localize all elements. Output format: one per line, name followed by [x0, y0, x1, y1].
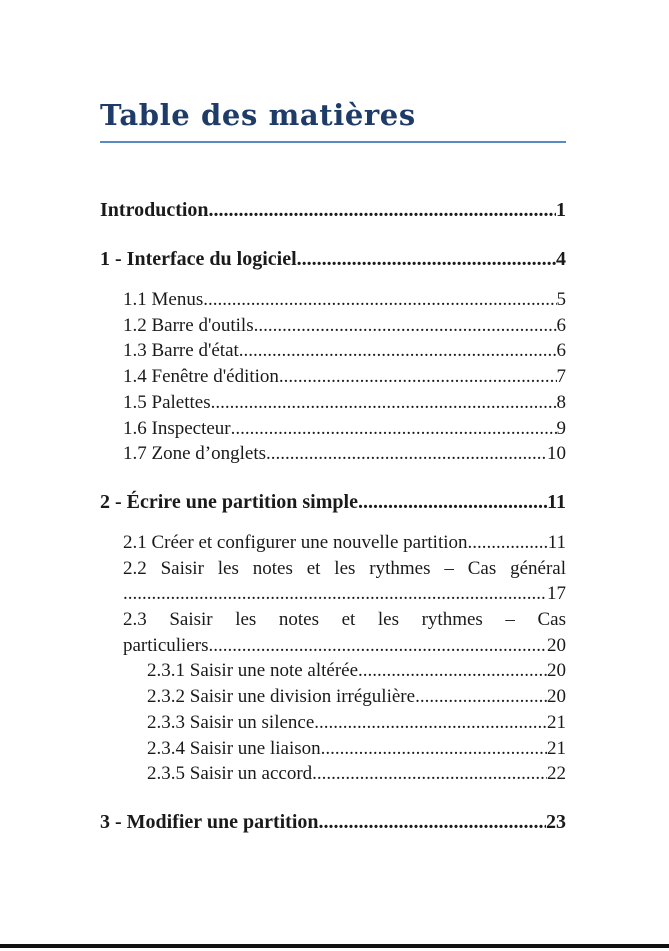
toc-entry[interactable] [123, 416, 566, 442]
toc-entry-label: 2.3.4 Saisir une liaison [147, 737, 321, 759]
toc-entry[interactable] [100, 809, 566, 836]
toc-entry[interactable] [147, 684, 566, 710]
dot-leader [312, 761, 547, 787]
toc-entry-label: 2.2 Saisir les notes et les rythmes – Cas général [123, 557, 566, 579]
dot-leader [209, 197, 556, 224]
toc-entry-label: 3 - Modifier une partition [100, 810, 319, 833]
dot-leader [321, 736, 547, 762]
toc-page-number: 6 [556, 340, 566, 362]
toc-page-number: 9 [556, 417, 566, 439]
dot-leader [314, 710, 547, 736]
toc-entry-label: 2.3.2 Saisir une division irrégulière [147, 686, 416, 708]
toc-entry-label: 1.6 Inspecteur [123, 417, 231, 439]
toc-page-number: 20 [547, 660, 566, 682]
toc-page-number: 6 [556, 314, 566, 336]
dot-leader [254, 313, 557, 339]
toc-entry[interactable] [123, 364, 566, 390]
toc-page-number: 7 [556, 366, 566, 388]
toc-entry[interactable] [147, 736, 566, 762]
toc-entry-label: 2.3.5 Saisir un accord [147, 763, 313, 785]
toc-entry[interactable] [123, 441, 566, 467]
toc-entry-label-continuation: particuliers [123, 634, 209, 656]
dot-leader [211, 390, 557, 416]
toc-page-number: 5 [556, 289, 566, 310]
toc-page-number: 23 [546, 810, 566, 833]
toc-entry-label: 1.2 Barre d'outils [123, 314, 254, 336]
toc-entry[interactable] [123, 313, 566, 339]
toc-entry-label: 2 - Écrire une partition simple [100, 490, 358, 513]
toc-entry-label: 1.5 Palettes [123, 391, 211, 413]
dot-leader [266, 441, 547, 467]
dot-leader [279, 364, 557, 390]
toc-entry-label: 1.3 Barre d'état [123, 340, 239, 362]
dot-leader [239, 338, 557, 364]
toc-page-number: 11 [547, 531, 566, 553]
dot-leader [208, 633, 547, 659]
toc-entry-label: 2.3.3 Saisir un silence [147, 711, 315, 733]
toc-page-number: 4 [556, 248, 566, 270]
toc-entry[interactable] [147, 710, 566, 736]
toc-entry[interactable] [100, 246, 566, 273]
toc-page-number: 11 [547, 490, 566, 513]
dot-leader [231, 416, 557, 442]
toc-page-number: 8 [556, 391, 566, 413]
toc-entry-label: 1.7 Zone d’onglets [123, 443, 267, 465]
toc-entry[interactable] [123, 390, 566, 416]
toc-entry[interactable] [147, 658, 566, 684]
toc-entry[interactable] [123, 287, 566, 313]
dot-leader [358, 489, 547, 516]
toc-entry[interactable] [147, 761, 566, 787]
page-bottom-edge-bar [0, 944, 669, 948]
toc-page-number: 21 [547, 737, 566, 759]
toc-entry[interactable] [123, 556, 566, 607]
toc-entry[interactable] [100, 489, 566, 516]
toc-entry-label: 1 - Interface du logiciel [100, 248, 297, 270]
dot-leader [297, 246, 556, 273]
toc-entry-label: Introduction [100, 199, 209, 221]
toc-page-number: 22 [547, 763, 566, 785]
toc-entry-label: 1.1 Menus [123, 289, 204, 310]
toc-entry-label: 1.4 Fenêtre d'édition [123, 366, 279, 388]
dot-leader [123, 581, 547, 607]
dot-leader [415, 684, 547, 710]
dot-leader [319, 809, 546, 836]
dot-leader [358, 658, 547, 684]
toc-entry-label: 2.3 Saisir les notes et les rythmes – Cas [123, 609, 566, 631]
dot-leader [203, 287, 556, 313]
document-page [100, 0, 566, 850]
toc-entry[interactable] [123, 530, 566, 556]
dot-leader [468, 530, 548, 556]
toc-entry[interactable] [123, 607, 566, 658]
toc-entry[interactable] [100, 197, 566, 224]
toc-page-number: 20 [547, 686, 566, 708]
toc-page-number: 17 [547, 583, 566, 605]
toc-entry-label: 2.3.1 Saisir une note altérée [147, 660, 359, 682]
toc-entry[interactable] [123, 338, 566, 364]
toc-entry-label: 2.1 Créer et configurer une nouvelle partition [123, 531, 468, 553]
toc-page-number: 10 [547, 443, 566, 465]
page-title: Table des matières [100, 98, 566, 143]
toc-page-number: 20 [547, 634, 566, 656]
toc-page-number: 21 [547, 711, 566, 733]
toc-page-number: 1 [556, 199, 566, 221]
